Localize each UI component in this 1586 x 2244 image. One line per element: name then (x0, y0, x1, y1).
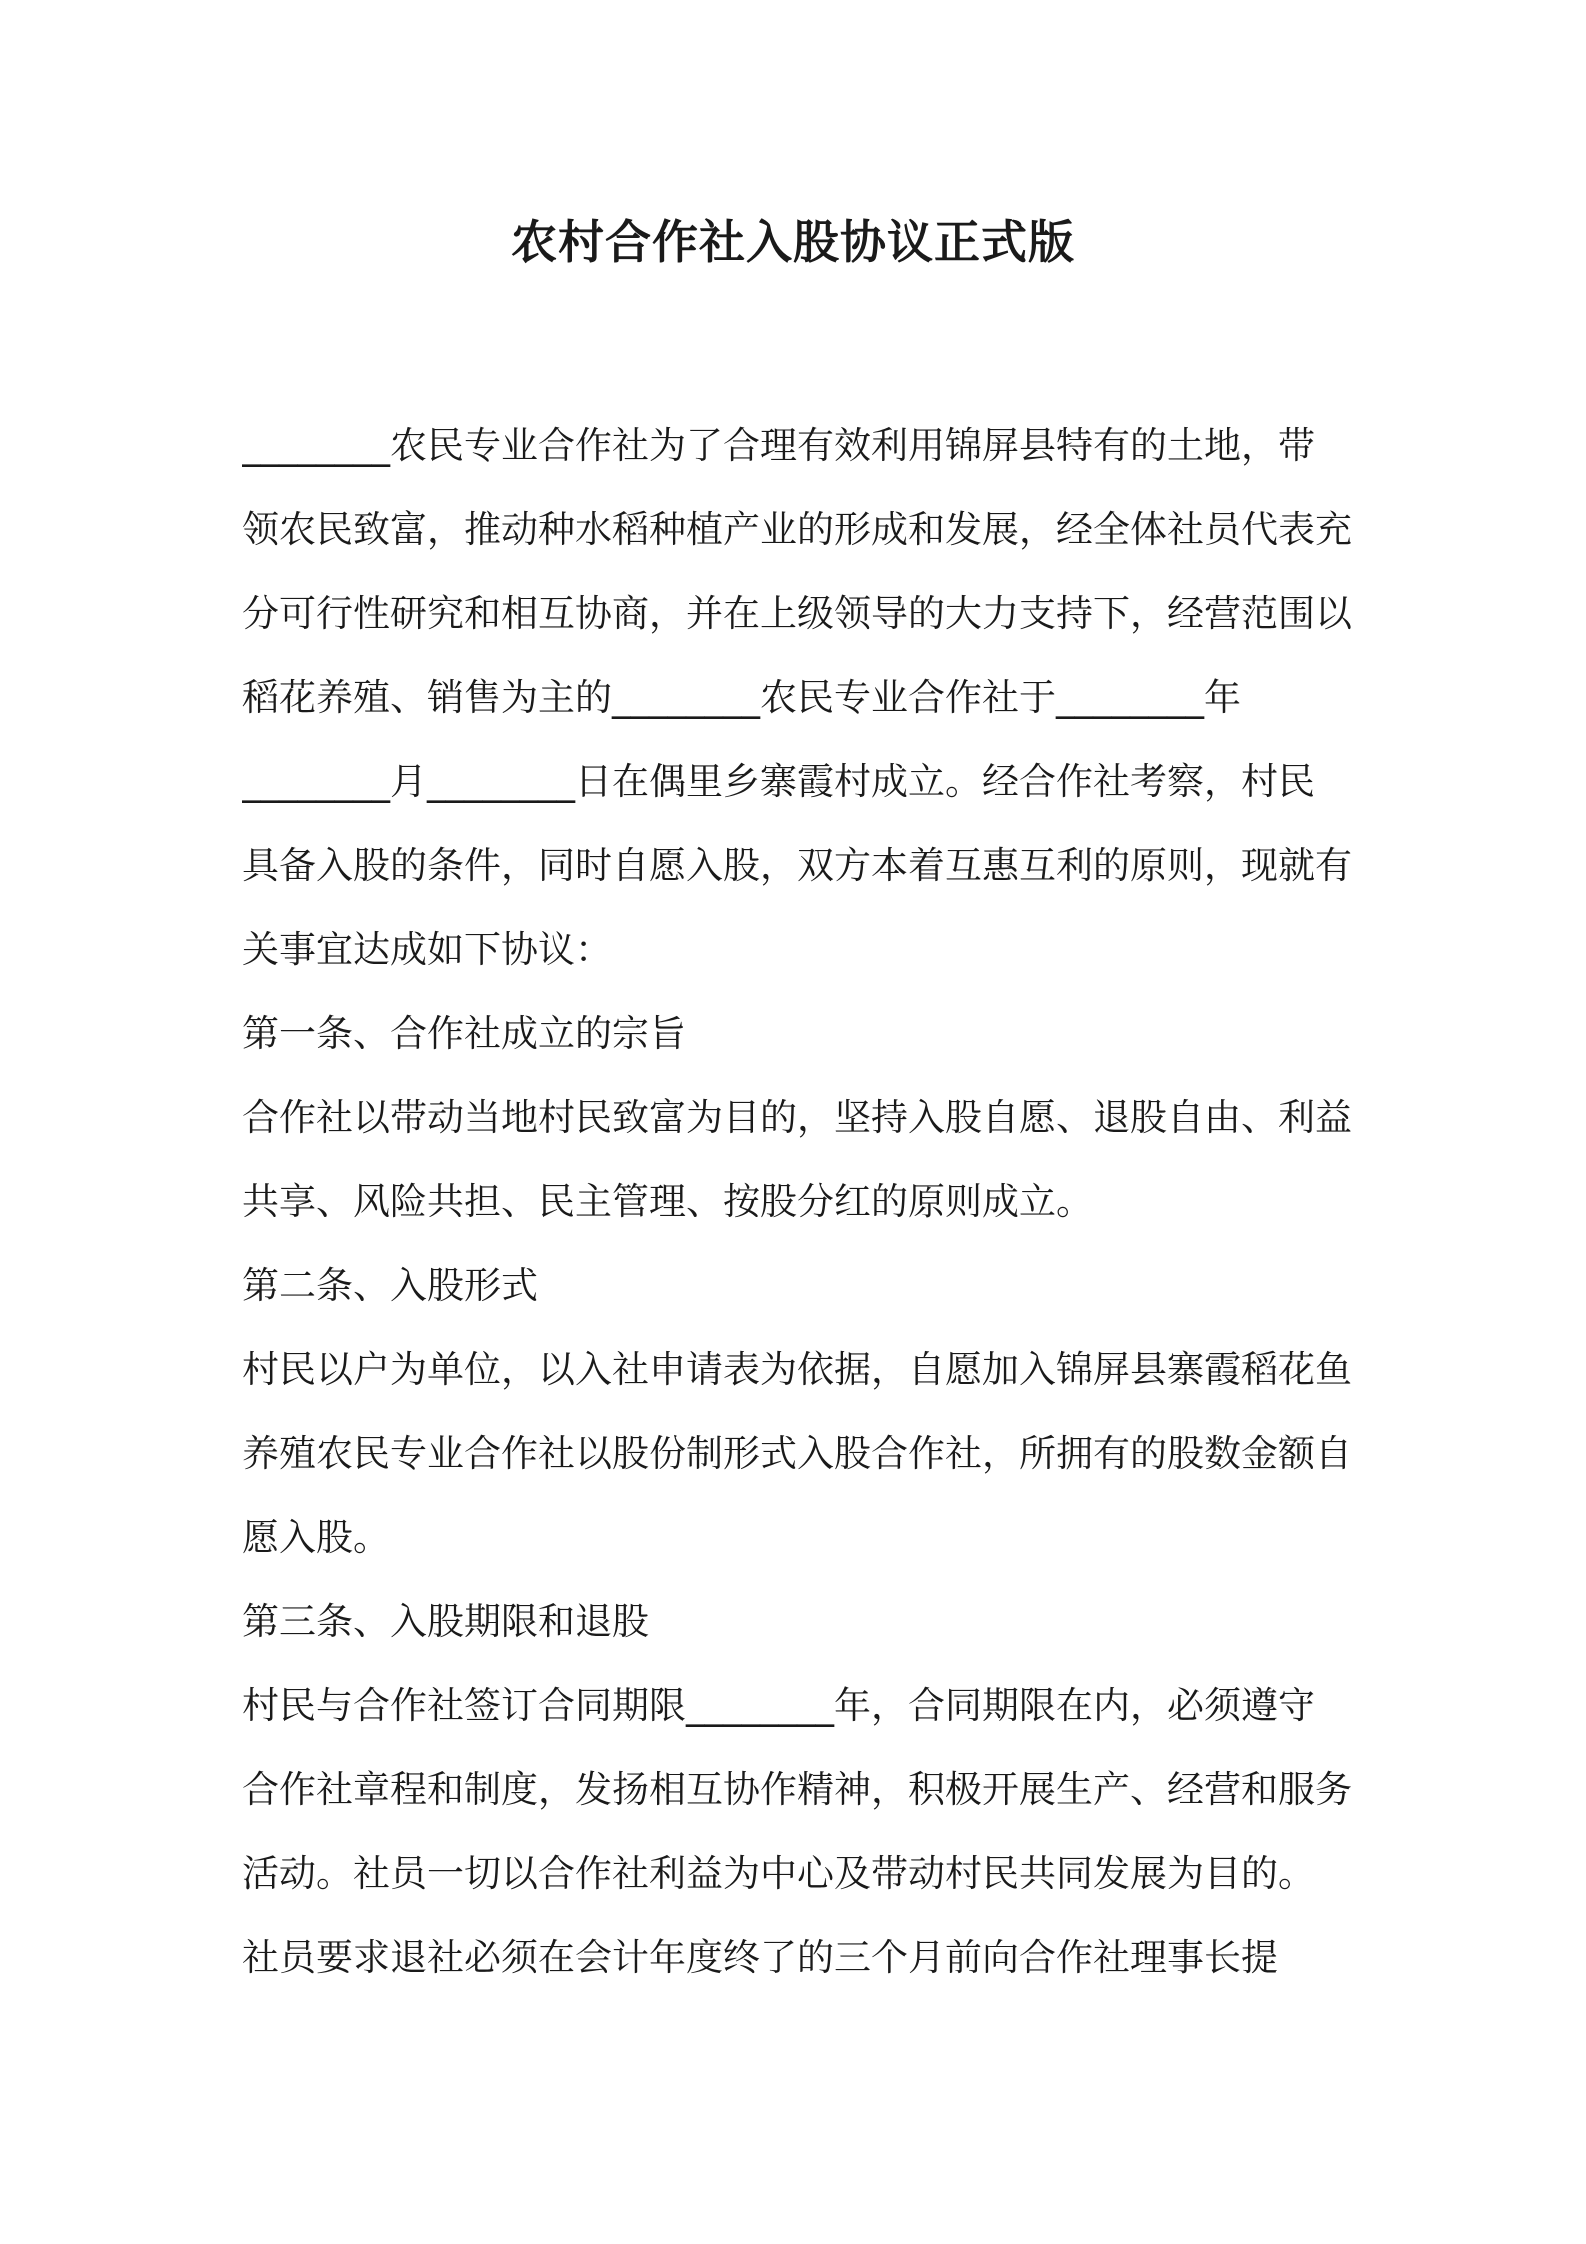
body-line: 关事宜达成如下协议： (242, 928, 612, 971)
body-line: 具备入股的条件，同时自愿入股，双方本着互惠互利的原则，现就有 (242, 844, 1352, 887)
body-line: 村民以户为单位，以入社申请表为依据，自愿加入锦屏县寨霞稻花鱼 (242, 1348, 1352, 1391)
document-body (242, 404, 1362, 2000)
body-line: 分可行性研究和相互协商，并在上级领导的大力支持下，经营范围以 (242, 592, 1352, 635)
body-line: 稻花养殖、销售为主的________农民专业合作社于________年 (242, 676, 1241, 719)
body-line: 愿入股。 (242, 1516, 390, 1559)
body-line: 共享、风险共担、民主管理、按股分红的原则成立。 (242, 1180, 1093, 1223)
body-line: 村民与合作社签订合同期限________年，合同期限在内，必须遵守 (242, 1684, 1315, 1727)
body-line: 合作社章程和制度，发扬相互协作精神，积极开展生产、经营和服务 (242, 1768, 1352, 1811)
body-line: ________月________日在偶里乡寨霞村成立。经合作社考察，村民 (242, 760, 1315, 803)
body-line: 养殖农民专业合作社以股份制形式入股合作社，所拥有的股数金额自 (242, 1432, 1352, 1475)
document-title: 农村合作社入股协议正式版 (511, 215, 1075, 269)
section-heading-1: 第一条、合作社成立的宗旨 (242, 1012, 686, 1055)
section-heading-3: 第三条、入股期限和退股 (242, 1600, 649, 1643)
body-line: 活动。社员一切以合作社利益为中心及带动村民共同发展为目的。 (242, 1852, 1315, 1895)
body-line: ________农民专业合作社为了合理有效利用锦屏县特有的土地，带 (242, 424, 1315, 467)
body-line: 合作社以带动当地村民致富为目的，坚持入股自愿、退股自由、利益 (242, 1096, 1352, 1139)
section-heading-2: 第二条、入股形式 (242, 1264, 538, 1307)
body-line: 领农民致富，推动种水稻种植产业的形成和发展，经全体社员代表充 (242, 508, 1352, 551)
body-line: 社员要求退社必须在会计年度终了的三个月前向合作社理事长提 (242, 1936, 1278, 1979)
